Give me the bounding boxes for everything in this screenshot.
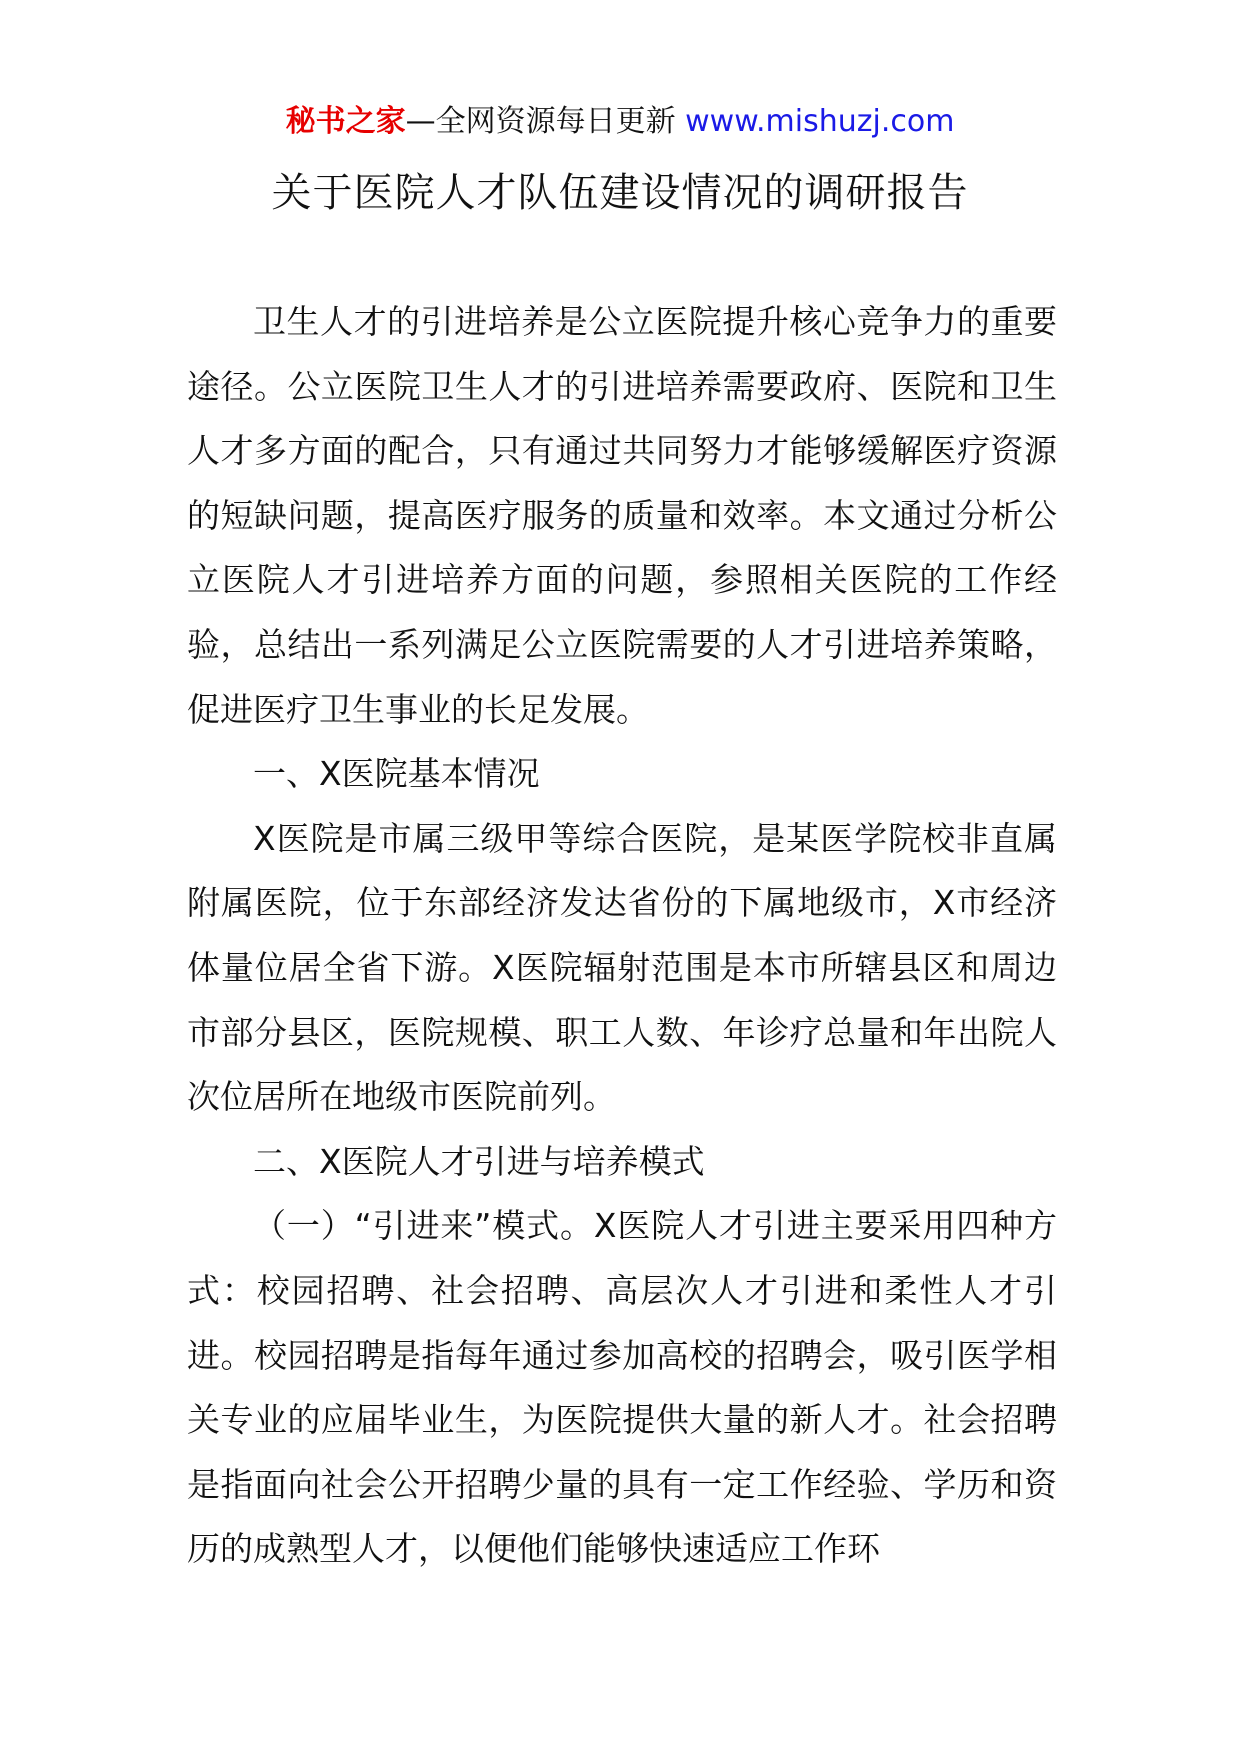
section-1-paragraph: X医院是市属三级甲等综合医院，是某医学院校非直属附属医院，位于东部经济发达省份的下属地级市，X市经济体量位居全省下游。X医院辐射范围是本市所辖县区和周边市部分县区，医院规模、职工人数、年诊疗总量和年出院人次位居所在地级市医院前列。 — [187, 818, 1057, 1117]
banner-tagline: —全网资源每日更新 — [405, 104, 686, 139]
brand-name: 秘书之家 — [285, 104, 406, 139]
intro-paragraph: 卫生人才的引进培养是公立医院提升核心竞争力的重要途径。公立医院卫生人才的引进培养需要政府、医院和卫生人才多方面的配合，只有通过共同努力才能够缓解医疗资源的短缺问题，提高医疗服务的质量和效率。本文通过分析公立医院人才引进培养方面的问题，参照相关医院的工作经验，总结出一系列满足公立医院需要的人才引进培养策略，促进医疗卫生事业的长足发展。 — [187, 302, 1057, 729]
site-banner — [0, 102, 1240, 142]
document-title: 关于医院人才队伍建设情况的调研报告 — [271, 170, 969, 216]
section-heading-2: 二、X医院人才引进与培养模式 — [253, 1141, 705, 1181]
document-body — [187, 290, 1057, 1582]
section-heading-1: 一、X医院基本情况 — [253, 754, 540, 794]
site-url-link[interactable]: www.mishuzj.com — [685, 104, 955, 139]
section-2-paragraph: （一）“引进来”模式。X医院人才引进主要采用四种方式：校园招聘、社会招聘、高层次人才引进和柔性人才引进。校园招聘是指每年通过参加高校的招聘会，吸引医学相关专业的应届毕业生，为医院提供大量的新人才。社会招聘是指面向社会公开招聘少量的具有一定工作经验、学历和资历的成熟型人才，以便他们能够快速适应工作环 — [187, 1206, 1057, 1569]
